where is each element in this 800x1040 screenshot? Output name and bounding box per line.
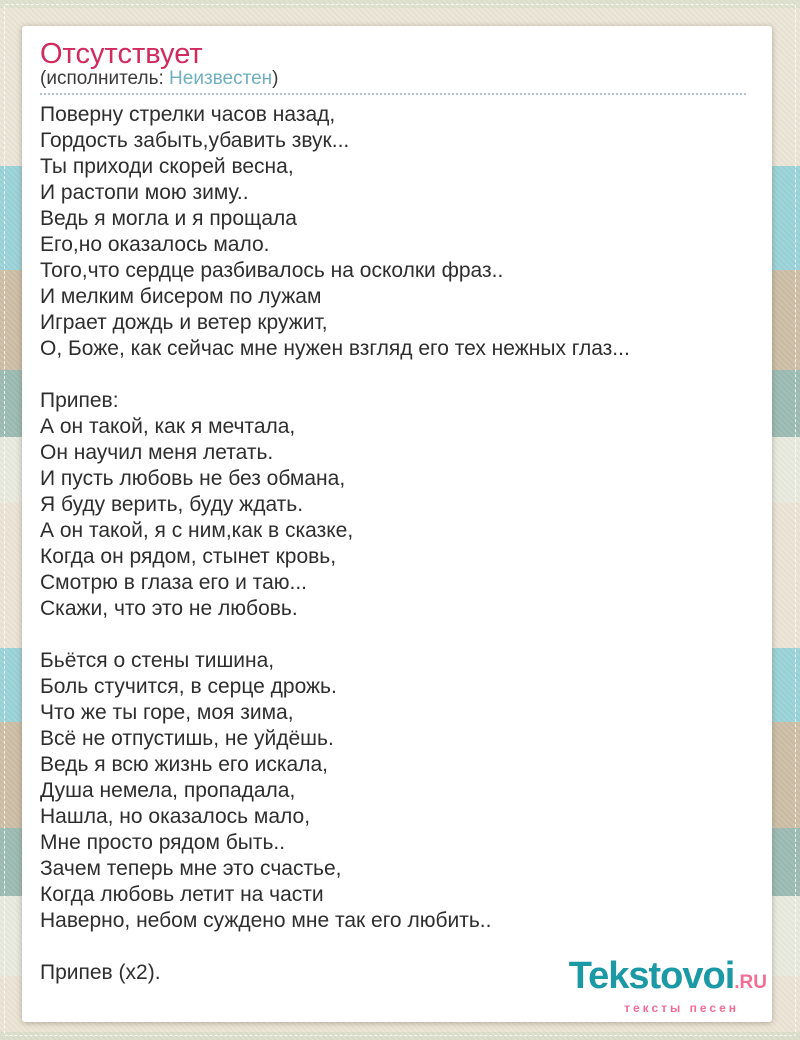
lyrics-card [22,26,772,1022]
logo-wordmark [568,955,767,1001]
lyric-line: Наверно, небом суждено мне так его любить.. [40,909,492,932]
lyric-line: А он такой, я с ним,как в сказке, [40,519,354,542]
lyric-line: Его,но оказалось мало. [40,233,270,256]
lyric-line: Зачем теперь мне это счастье, [40,857,342,880]
artist-prefix: (исполнитель: [40,68,170,89]
logo-tagline: тексты песен [624,1001,739,1015]
lyric-line: Того,что сердце разбивалось на осколки фраз.. [40,259,504,282]
lyric-line: Бьётся о стены тишина, [40,649,275,672]
lyric-line: Припев: [40,389,119,412]
lyric-line: Гордость забыть,убавить звук... [40,129,350,152]
lyric-line [40,362,756,388]
lyric-line: Скажи, что это не любовь. [40,597,298,620]
logo-tld: .RU [734,972,767,993]
lyric-line: И растопи мою зиму.. [40,181,249,204]
lyric-line: Боль стучится, в серце дрожь. [40,675,337,698]
lyric-line: И мелким бисером по лужам [40,285,322,308]
lyric-line: Поверну стрелки часов назад, [40,103,336,126]
lyric-line: Всё не отпустишь, не уйдёшь. [40,727,334,750]
lyric-line: Он научил меня летать. [40,441,274,464]
lyric-line: Смотрю в глаза его и таю... [40,571,308,594]
page-title: Отсутствует [40,38,203,70]
lyric-line: Ведь я могла и я прощала [40,207,297,230]
lyric-line: Ведь я всю жизнь его искала, [40,753,328,776]
artist-link[interactable]: Неизвестен [169,68,273,89]
logo-brand: Tekstovoi [568,955,735,997]
lyric-line: Я буду верить, буду ждать. [40,493,304,516]
lyric-line: Мне просто рядом быть.. [40,831,286,854]
lyric-line: Припев (x2). [40,961,161,984]
lyric-line: А он такой, как я мечтала, [40,415,296,438]
lyric-line: Душа немела, пропадала, [40,779,296,802]
lyrics [40,102,756,986]
dotted-separator [40,93,746,95]
lyric-line: О, Боже, как сейчас мне нужен взгляд его тех нежных глаз... [40,337,630,360]
lyric-line: И пусть любовь не без обмана, [40,467,346,490]
lyric-line: Что же ты горе, моя зима, [40,701,294,724]
site-logo[interactable] [568,955,767,1015]
artist-suffix: ) [272,68,279,89]
lyric-line: Когда он рядом, стынет кровь, [40,545,337,568]
lyric-line [40,622,756,648]
lyric-line: Нашла, но оказалось мало, [40,805,311,828]
artist-line [40,68,756,90]
lyric-line: Играет дождь и ветер кружит, [40,311,328,334]
lyric-line: Когда любовь летит на части [40,883,324,906]
lyric-line: Ты приходи скорей весна, [40,155,294,178]
